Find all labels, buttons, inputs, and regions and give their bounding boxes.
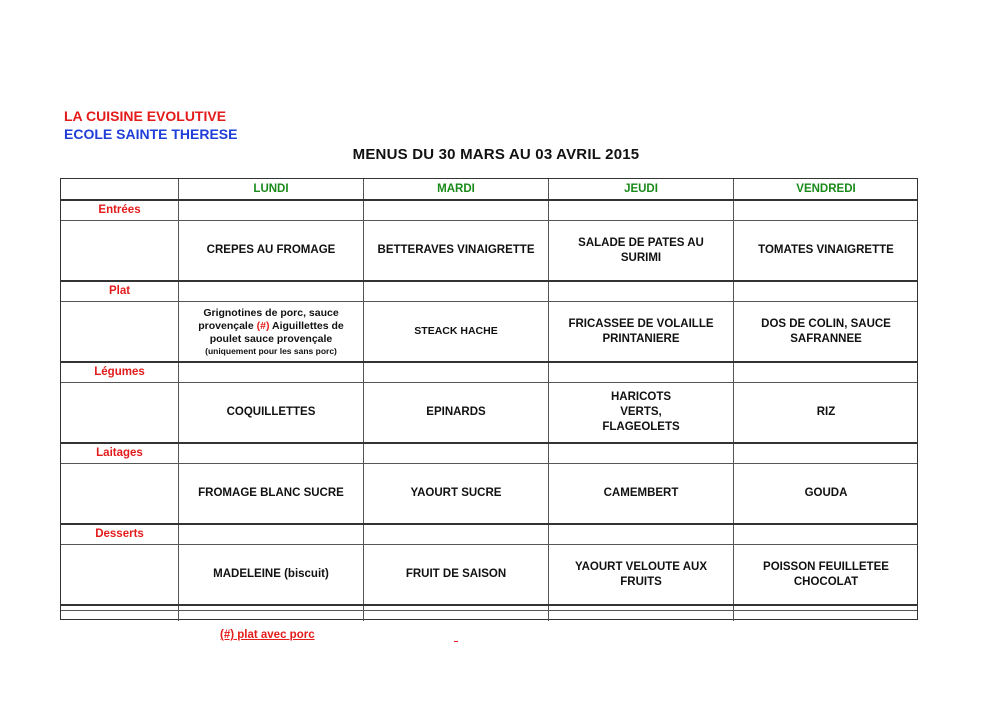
day-header-vendredi: VENDREDI — [796, 182, 856, 195]
dish-legumes-lundi: COQUILLETTES — [226, 406, 316, 418]
dish-legumes-jeudi: HARICOTS VERTS, FLAGEOLETS — [602, 391, 680, 433]
row-divider — [61, 610, 917, 611]
dish-entree-mardi: BETTERAVES VINAIGRETTE — [377, 244, 535, 256]
row-divider — [61, 361, 917, 363]
day-header-mardi: MARDI — [437, 182, 475, 195]
row-divider — [61, 280, 917, 282]
category-legumes: Légumes — [94, 365, 145, 378]
dish-entree-lundi: CREPES AU FROMAGE — [206, 244, 336, 256]
row-divider — [61, 442, 917, 444]
row-divider — [61, 604, 917, 606]
plat-lundi-text-2: Aiguillettes de poulet sauce provençale — [209, 319, 344, 345]
category-desserts: Desserts — [95, 527, 144, 540]
footnote: (#) plat avec porc — [220, 629, 315, 641]
company-name: LA CUISINE EVOLUTIVE — [64, 108, 227, 124]
dish-legumes-vendredi: RIZ — [816, 406, 836, 418]
dish-dessert-lundi: MADELEINE (biscuit) — [213, 568, 329, 580]
category-entrees: Entrées — [98, 203, 141, 216]
dish-plat-jeudi: FRICASSEE DE VOLAILLE PRINTANIERE — [568, 317, 714, 345]
dish-plat-lundi — [179, 302, 363, 361]
dish-plat-mardi: STEACK HACHE — [414, 325, 498, 337]
dish-entree-jeudi: SALADE DE PATES AU SURIMI — [578, 236, 704, 264]
school-name: ECOLE SAINTE THERESE — [64, 126, 238, 142]
porc-marker: (#) — [256, 319, 270, 332]
day-header-lundi: LUNDI — [253, 182, 289, 195]
dish-dessert-vendredi: POISSON FEUILLETEE CHOCOLAT — [763, 560, 889, 588]
dish-laitage-mardi: YAOURT SUCRE — [410, 487, 502, 499]
dish-dessert-jeudi: YAOURT VELOUTE AUX FRUITS — [574, 560, 708, 588]
dash-mark — [454, 641, 458, 642]
plat-lundi-text-1: Grignotines de porc, sauce provençale — [198, 306, 339, 332]
row-divider — [61, 199, 917, 201]
dish-dessert-mardi: FRUIT DE SAISON — [405, 568, 507, 580]
dish-entree-vendredi: TOMATES VINAIGRETTE — [758, 244, 894, 256]
dish-laitage-vendredi: GOUDA — [804, 487, 848, 499]
dish-legumes-mardi: EPINARDS — [426, 406, 486, 418]
day-header-jeudi: JEUDI — [624, 182, 658, 195]
category-laitages: Laitages — [96, 446, 143, 459]
menu-table — [60, 178, 918, 620]
dish-laitage-jeudi: CAMEMBERT — [603, 487, 679, 499]
row-divider — [61, 523, 917, 525]
category-plat: Plat — [108, 284, 131, 297]
page-title: MENUS DU 30 MARS AU 03 AVRIL 2015 — [352, 146, 640, 163]
dish-laitage-lundi: FROMAGE BLANC SUCRE — [198, 487, 344, 499]
plat-lundi-note: (uniquement pour les sans porc) — [205, 345, 337, 356]
dish-plat-vendredi: DOS DE COLIN, SAUCE SAFRANNEE — [761, 317, 891, 345]
